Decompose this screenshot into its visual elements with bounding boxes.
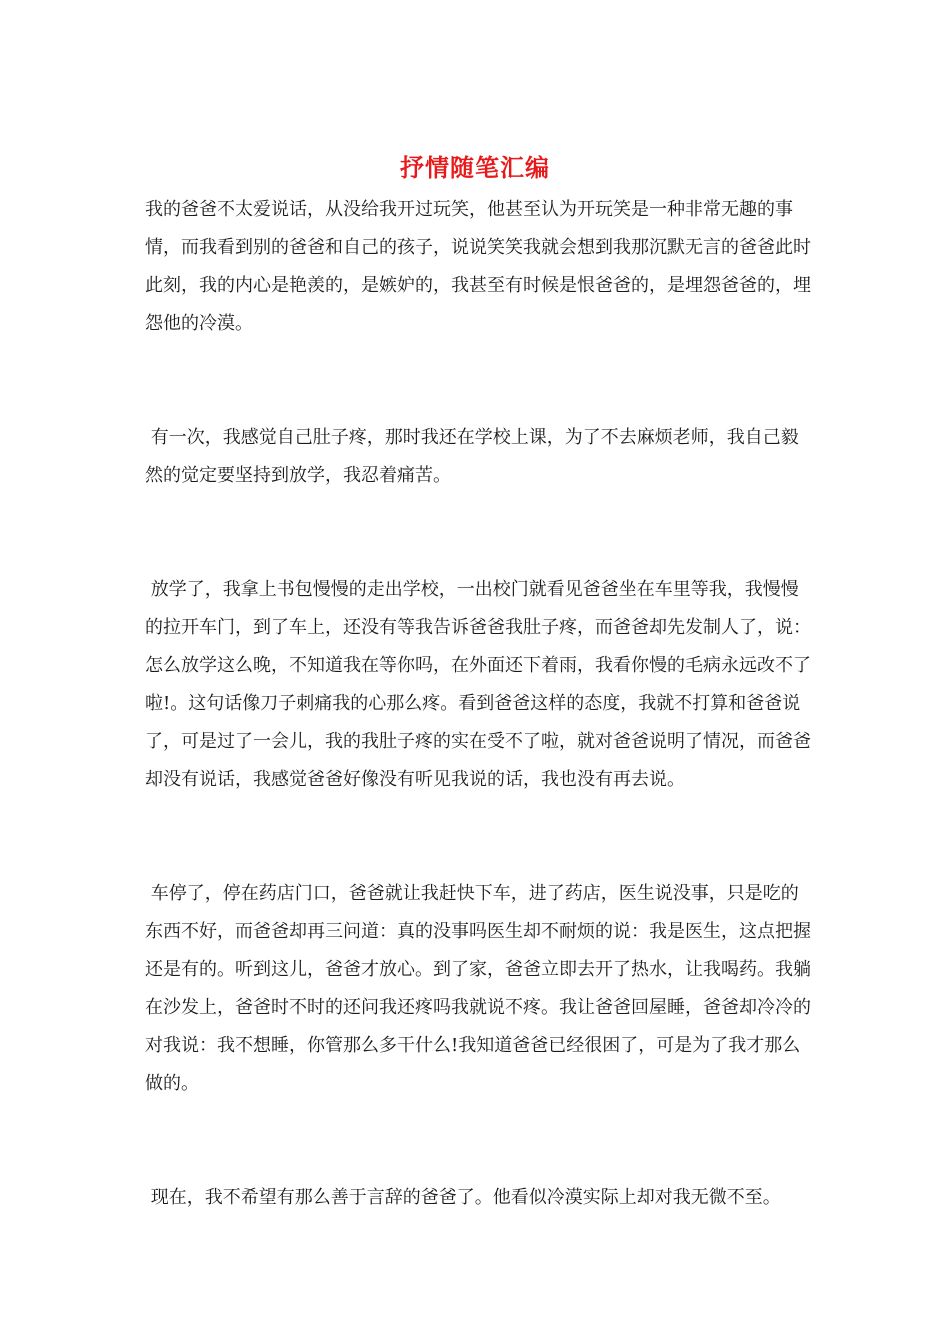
document-title: 抒情随笔汇编	[400, 153, 550, 182]
paragraph-spacer	[145, 495, 815, 571]
paragraph-4: 车停了，停在药店门口，爸爸就让我赶快下车，进了药店，医生说没事，只是吃的东西不好，而爸爸却再三问道：真的没事吗医生却不耐烦的说：我是医生，这点把握还是有的。听到这儿，爸爸才放心。到了家，爸爸立即去开了热水，让我喝药。我躺在沙发上，爸爸时不时的还问我还疼吗我就说不疼。我让爸爸回屋睡，爸爸却冷冷的对我说：我不想睡，你管那么多干什么!我知道爸爸已经很困了，可是为了我才那么做的。	[145, 883, 811, 1094]
paragraph-5: 现在，我不希望有那么善于言辞的爸爸了。他看似冷漠实际上却对我无微不至。	[145, 1187, 781, 1208]
paragraph-spacer	[145, 343, 815, 419]
paragraph-1: 我的爸爸不太爱说话，从没给我开过玩笑，他甚至认为开玩笑是一种非常无趣的事情，而我看到别的爸爸和自己的孩子，说说笑笑我就会想到我那沉默无言的爸爸此时此刻，我的内心是艳羡的，是嫉妒的，我甚至有时候是恨爸爸的，是埋怨爸爸的，埋怨他的冷漠。	[145, 199, 811, 334]
paragraph-3: 放学了，我拿上书包慢慢的走出学校，一出校门就看见爸爸坐在车里等我，我慢慢的拉开车门，到了车上，还没有等我告诉爸爸我肚子疼，而爸爸却先发制人了，说：怎么放学这么晚，不知道我在等你吗，在外面还下着雨，我看你慢的毛病永远改不了啦!。这句话像刀子刺痛我的心那么疼。看到爸爸这样的态度，我就不打算和爸爸说了，可是过了一会儿，我的我肚子疼的实在受不了啦，就对爸爸说明了情况，而爸爸却没有说话，我感觉爸爸好像没有听见我说的话，我也没有再去说。	[145, 579, 811, 790]
document-body	[145, 191, 815, 1217]
paragraph-spacer	[145, 1103, 815, 1179]
paragraph-spacer	[145, 799, 815, 875]
paragraph-2: 有一次，我感觉自己肚子疼，那时我还在学校上课，为了不去麻烦老师，我自己毅然的觉定要坚持到放学，我忍着痛苦。	[145, 427, 799, 486]
